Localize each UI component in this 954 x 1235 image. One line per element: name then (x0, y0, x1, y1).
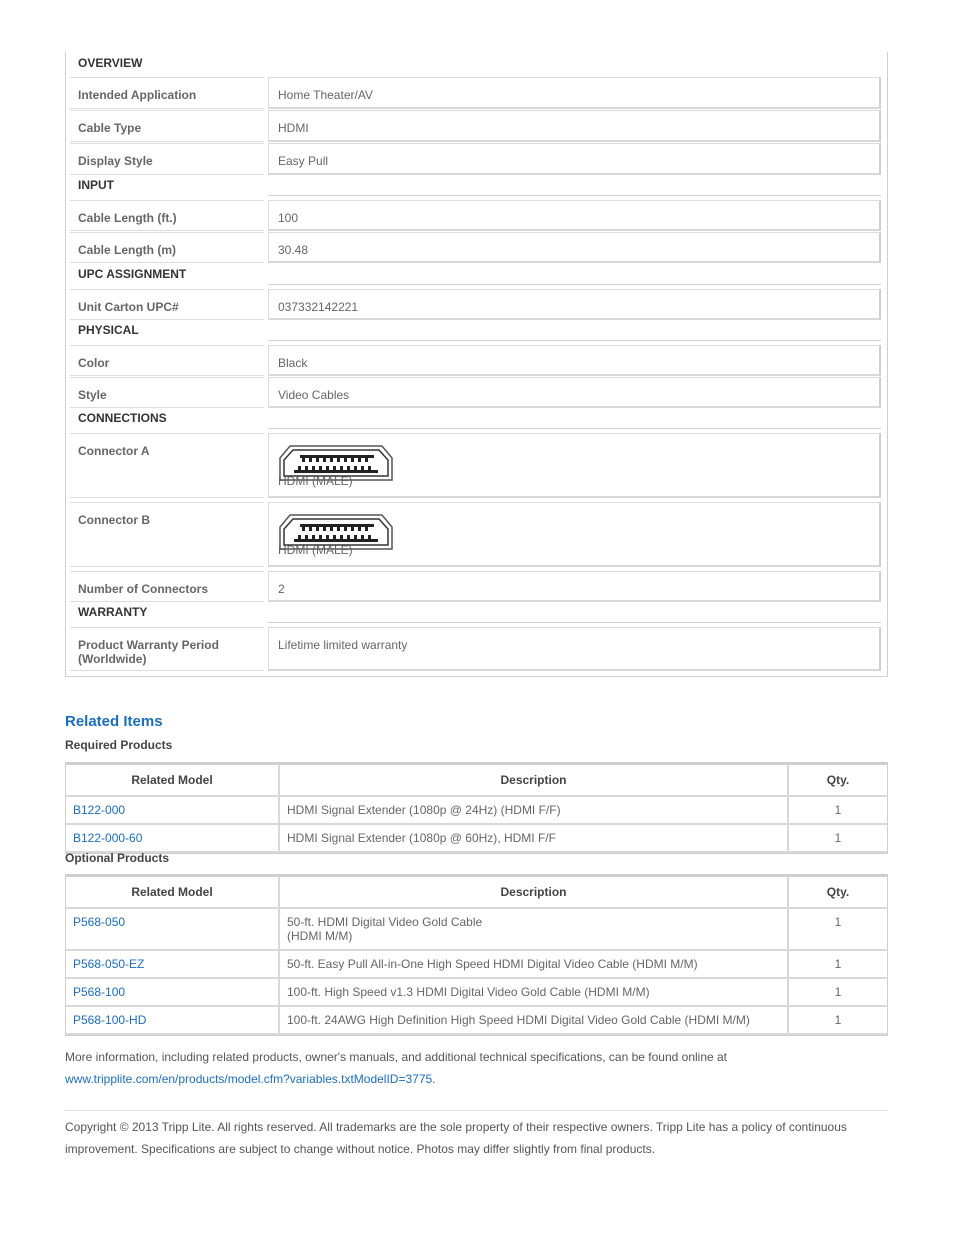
spec-value: Home Theater/AV (268, 77, 881, 109)
table-row (66, 797, 887, 825)
spec-label: Number of Connectors (70, 571, 264, 602)
required-products-title: Required Products (65, 738, 173, 752)
qty-cell: 1 (789, 1007, 887, 1035)
table-row (66, 951, 887, 979)
spec-value: Black (268, 345, 881, 376)
connector-caption: HDMI (MALE) (278, 474, 353, 488)
spec-label: Product Warranty Period (Worldwide) (70, 627, 264, 671)
table-header-row (66, 877, 887, 909)
table-row (66, 979, 887, 1007)
optional-products-title: Optional Products (65, 851, 170, 865)
spec-label: Intended Application (70, 77, 264, 109)
model-link[interactable]: P568-050 (73, 915, 126, 929)
spec-value: Lifetime limited warranty (268, 627, 881, 671)
table-header-row (66, 765, 887, 797)
model-link[interactable]: P568-100 (73, 985, 126, 999)
model-link[interactable]: B122-000-60 (73, 831, 143, 845)
spec-value: 30.48 (268, 232, 881, 263)
spec-label: Color (70, 345, 264, 376)
more-info-text: More information, including related products, owner's manuals, and additional technical specifications, can be found online at (65, 1050, 728, 1064)
table-row (66, 1007, 887, 1035)
section-heading-physical: PHYSICAL (78, 323, 139, 337)
spec-value: 037332142221 (268, 289, 881, 320)
description-cell: 100-ft. 24AWG High Definition High Speed HDMI Digital Video Gold Cable (HDMI M/M) (280, 1007, 789, 1035)
section-heading-connections: CONNECTIONS (78, 411, 167, 425)
spec-label: Unit Carton UPC# (70, 289, 264, 320)
description-cell: HDMI Signal Extender (1080p @ 24Hz) (HDMI F/F) (280, 797, 789, 825)
qty-cell: 1 (789, 909, 887, 951)
column-header-qty: Qty. (789, 765, 887, 797)
qty-cell: 1 (789, 979, 887, 1007)
spec-label: Cable Length (m) (70, 232, 264, 263)
column-header-description: Description (280, 877, 789, 909)
model-link[interactable]: B122-000 (73, 803, 126, 817)
required-products-table (65, 762, 888, 854)
qty-cell: 1 (789, 951, 887, 979)
description-line: (HDMI M/M) (287, 929, 353, 943)
description-cell: 100-ft. High Speed v1.3 HDMI Digital Video Gold Cable (HDMI M/M) (280, 979, 789, 1007)
section-divider (268, 622, 881, 623)
model-link[interactable]: P568-100-HD (73, 1013, 147, 1027)
spec-value: HDMI (268, 110, 881, 142)
connector-b-value (268, 502, 881, 567)
spec-label: Cable Type (70, 110, 264, 142)
section-divider (268, 195, 881, 196)
spec-label: Connector B (70, 502, 264, 567)
table-row (66, 825, 887, 853)
product-page-link[interactable]: www.tripplite.com/en/products/model.cfm?variables.txtModelID=3775 (65, 1072, 433, 1086)
column-header-description: Description (280, 765, 789, 797)
section-heading-overview: OVERVIEW (78, 56, 143, 70)
section-divider (268, 340, 881, 341)
description-line: 50-ft. HDMI Digital Video Gold Cable (287, 915, 483, 929)
spec-value: 2 (268, 571, 881, 602)
spec-label: Cable Length (ft.) (70, 200, 264, 231)
spec-value: 100 (268, 200, 881, 231)
section-divider (268, 284, 881, 285)
spec-label: Connector A (70, 433, 264, 498)
description-cell: HDMI Signal Extender (1080p @ 60Hz), HDMI F/F (280, 825, 789, 853)
section-heading-upc: UPC ASSIGNMENT (78, 267, 187, 281)
footer-divider (65, 1110, 888, 1111)
spec-label: Style (70, 377, 264, 408)
info-period: . (432, 1072, 436, 1086)
spec-label: Display Style (70, 143, 264, 175)
specifications-table (65, 52, 888, 677)
section-heading-input: INPUT (78, 178, 114, 192)
copyright-text: Copyright © 2013 Tripp Lite. All rights reserved. All trademarks are the sole property of their respective owners. Tripp Lite has a policy of continuous improvement. Specifications are subject to change without notice. Photos may differ slightly from final products. (65, 1120, 847, 1156)
section-heading-warranty: WARRANTY (78, 605, 148, 619)
connector-a-value (268, 433, 881, 498)
spec-value: Video Cables (268, 377, 881, 408)
table-row (66, 909, 887, 951)
column-header-model: Related Model (66, 765, 280, 797)
description-cell (280, 909, 789, 951)
more-info-paragraph (65, 1046, 895, 1090)
optional-products-table (65, 874, 888, 1036)
description-cell: 50-ft. Easy Pull All-in-One High Speed HDMI Digital Video Cable (HDMI M/M) (280, 951, 789, 979)
section-divider (268, 428, 881, 429)
column-header-model: Related Model (66, 877, 280, 909)
connector-caption: HDMI (MALE) (278, 543, 353, 557)
qty-cell: 1 (789, 825, 887, 853)
column-header-qty: Qty. (789, 877, 887, 909)
qty-cell: 1 (789, 797, 887, 825)
spec-value: Easy Pull (268, 143, 881, 175)
related-items-title: Related Items (65, 713, 163, 730)
model-link[interactable]: P568-050-EZ (73, 957, 145, 971)
